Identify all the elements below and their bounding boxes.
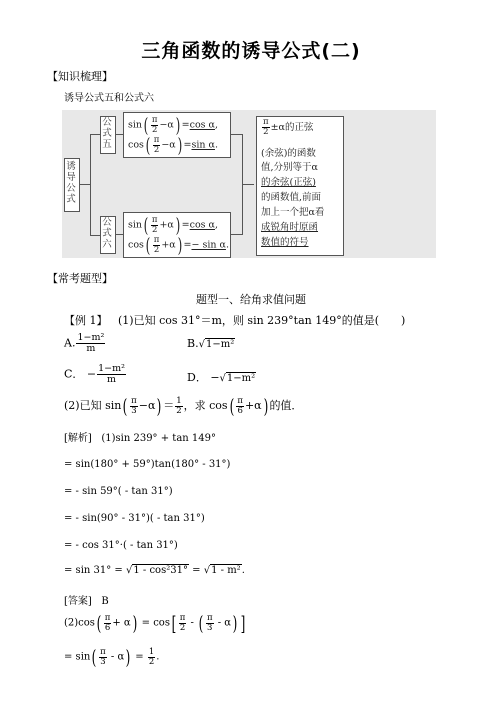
f6l1-rhs: cos α: [189, 219, 215, 231]
p3-d: .: [156, 651, 160, 663]
note-line-8: [261, 234, 309, 248]
q2-half-den: 2: [176, 405, 182, 416]
note-line-2: (余弦)的函数: [261, 148, 316, 159]
note-text-4: 的余弦(正弦): [261, 177, 316, 188]
q2-end: 的值．: [269, 399, 303, 412]
note-text-8: 数值的符号: [261, 237, 309, 248]
f6l1-den: 2: [151, 224, 158, 235]
note-line-5: 的函数值,前面: [261, 192, 322, 203]
question-1: (1)已知 cos 31°＝m，则 sin 239°tan 149°的值是( ): [118, 314, 406, 327]
option-d-rad: 1−m²: [226, 372, 256, 384]
answer-label: [答案]: [64, 596, 92, 607]
example-label: 【例 1】: [64, 314, 108, 327]
f5-char-2: 式: [102, 128, 112, 139]
option-b-label: B.: [187, 337, 199, 350]
f5l2-num: π: [153, 134, 160, 145]
bracket-bottom: [90, 235, 100, 236]
q2-suffix: +α: [244, 399, 262, 412]
option-b-rad: 1−m²: [205, 338, 235, 350]
option-c-den: m: [107, 373, 117, 385]
solution-step-3: = - sin 59°( - tan 31°): [64, 486, 173, 497]
types-header: 【常考题型】: [47, 272, 113, 285]
p2-a: (2)cos: [64, 617, 95, 629]
f6-line1: sin( $\frac{\pi}{2}$ +α) =cos α,: [128, 213, 219, 237]
option-c: [64, 364, 127, 385]
root-char-4: 式: [66, 194, 76, 205]
f5l1-num: π: [151, 114, 158, 125]
sol6-r1: 1 - cos²31°: [133, 565, 188, 576]
root-char-1: 诱: [66, 161, 76, 172]
note-line-7: [261, 219, 318, 233]
option-a-label: A.: [64, 336, 76, 350]
f5-connector: [115, 134, 123, 135]
induction-formula-diagram: [62, 110, 436, 258]
part2-step-2: = sin( $\frac{\pi}{3}$ - α) = $\frac{1}{2}$ .: [64, 645, 160, 669]
p3-a: = sin: [64, 651, 91, 663]
right-bracket-top: [230, 134, 242, 135]
sol6-r2: 1 - m²: [211, 565, 241, 576]
formula5-content: [123, 112, 231, 158]
f5l1-fn: sin: [128, 119, 143, 131]
note-line-4: [261, 174, 316, 188]
p2-d: -: [190, 617, 194, 629]
option-a-den: m: [86, 342, 96, 354]
q2-eq: ＝: [163, 399, 175, 412]
right-bracket-bottom: [230, 234, 242, 235]
root-char-3: 公: [66, 183, 76, 194]
f5l2-den: 2: [153, 144, 160, 155]
option-c-label: C．: [64, 367, 84, 381]
topic-heading: 题型一、给角求值问题: [196, 293, 306, 306]
p3-c: =: [135, 651, 144, 663]
p3-b: - α: [110, 651, 125, 663]
answer-line: [64, 592, 109, 607]
f6l1-op: +α: [159, 219, 174, 231]
solution-step-4: = - sin(90° - 31°)( - tan 31°): [64, 513, 205, 524]
note-line-3: 值,分别等于α: [261, 162, 318, 173]
formula6-content: [123, 212, 231, 258]
f6l2-fn: cos: [128, 239, 144, 251]
note-text-1: ±α的正弦: [270, 121, 314, 133]
knowledge-header: 【知识梳理】: [47, 70, 113, 83]
option-a-num: 1−m²: [77, 332, 105, 343]
p2-b: + α: [112, 617, 131, 629]
f5l1-den: 2: [151, 124, 158, 135]
f5-char-3: 五: [102, 139, 112, 150]
f6-char-1: 公: [102, 217, 112, 228]
note-box: [256, 116, 344, 256]
f6-char-2: 式: [102, 228, 112, 239]
solution-step-6: = sin 31° = √1 - cos²31° = √1 - m².: [64, 565, 245, 576]
sol6-b: =: [192, 565, 201, 576]
f6l2-num: π: [153, 234, 160, 245]
q2-mid: −α: [138, 399, 156, 412]
bracket-top: [90, 134, 100, 135]
f6l2-op: +α: [161, 239, 176, 251]
question-2: (2)已知 sin( $\frac{\pi}{3}$ −α) ＝ $\frac{1}{2}$ ，求 cos( $\frac{\pi}{6}$ +α) 的值．: [64, 394, 303, 418]
f5l2-op: −α: [161, 139, 176, 151]
right-bracket-stem: [242, 184, 254, 185]
option-d-label: D．: [187, 371, 207, 384]
option-d: D． −√1−m²: [187, 371, 256, 384]
f5l1-rhs: cos α: [189, 119, 215, 131]
q2-half-num: 1: [176, 395, 182, 406]
option-d-sign: −: [210, 371, 220, 384]
option-c-num: 1−m²: [98, 363, 125, 374]
solution-label: [解析]: [64, 433, 92, 444]
solution-line-1: [64, 429, 216, 444]
f6l1-fn: sin: [128, 219, 143, 231]
f5-line2: cos( $\frac{\pi}{2}$ −α) =sin α.: [128, 133, 218, 157]
option-a: [64, 333, 106, 354]
f5l1-op: −α: [159, 119, 174, 131]
sol6-c: .: [241, 565, 245, 576]
note-line-1: $\frac{\pi}{2}$ ±α的正弦: [263, 117, 314, 137]
root-char-2: 导: [66, 172, 76, 183]
f6-line2: cos( $\frac{\pi}{2}$ +α) =− sin α.: [128, 233, 229, 257]
solution-step-5: = - cos 31°·( - tan 31°): [64, 540, 178, 551]
f6-char-3: 六: [102, 239, 112, 250]
q2-ask: ，求 cos: [183, 399, 228, 412]
f6-connector: [115, 234, 123, 235]
f6l1-num: π: [151, 214, 158, 225]
knowledge-subheader: 诱导公式五和公式六: [64, 93, 154, 104]
solution-step-2: = sin(180° + 59°)tan(180° - 31°): [64, 459, 231, 470]
p2-e: - α: [217, 617, 232, 629]
note-line-6: 加上一个把α看: [261, 207, 325, 218]
note-text-7: 成锐角时原函: [261, 222, 319, 233]
answer-value: B: [101, 596, 109, 607]
option-b: B.√1−m²: [187, 337, 235, 350]
f5l2-rhs: sin α: [191, 139, 215, 151]
example-line: [64, 312, 405, 328]
bracket-stem: [80, 184, 90, 185]
p2-c: = cos: [141, 617, 170, 629]
f5-char-1: 公: [102, 117, 112, 128]
solution-step-1: (1)sin 239° + tan 149°: [101, 433, 216, 444]
part2-step-1: (2)cos( $\frac{\pi}{6}$ + α) = cos[ $\frac{\pi}{2}$ - ( $\frac{\pi}{3}$ - α) ]: [64, 611, 246, 635]
f5l2-fn: cos: [128, 139, 144, 151]
f6l2-den: 2: [153, 244, 160, 255]
q2-prefix: (2)已知 sin: [64, 399, 122, 412]
f6l2-rhs: − sin α: [191, 239, 226, 251]
sol6-a: = sin 31° =: [64, 565, 123, 576]
option-c-sign: −: [86, 367, 97, 381]
page-title: 三角函数的诱导公式(二): [141, 40, 361, 62]
f5-line1: sin( $\frac{\pi}{2}$ −α) =cos α,: [128, 113, 219, 137]
bracket-vertical: [90, 134, 91, 236]
